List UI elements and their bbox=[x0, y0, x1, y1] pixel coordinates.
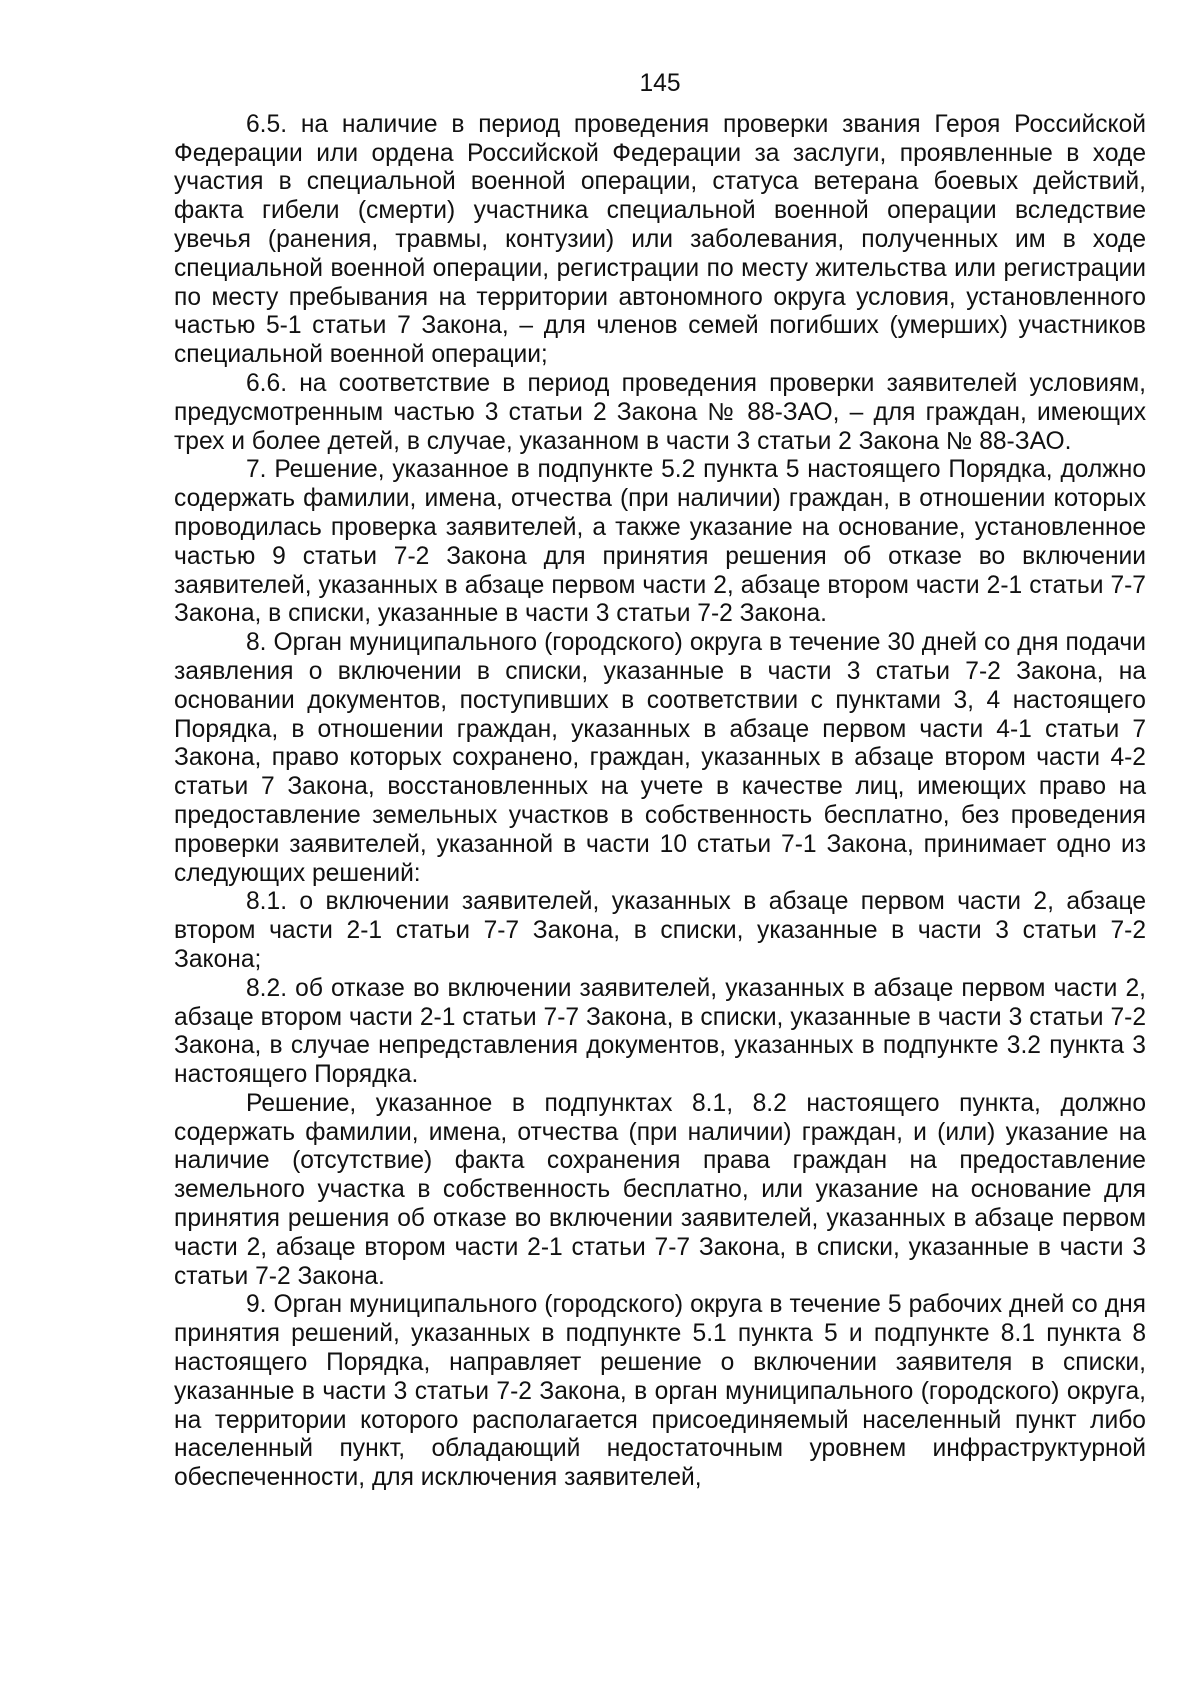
paragraph-6-5: 6.5. на наличие в период проведения проверки звания Героя Российской Федерации или ордена Российской Федерации за заслуги, проявленные в ходе участия в специальной военной операции, статуса ветерана боевых действий, факта гибели (смерти) участника специальной военной операции вследствие увечья (ранения, травмы, контузии) или заболевания, полученных им в ходе специальной военной операции, регистрации по месту жительства или регистрации по месту пребывания на территории автономного округа условия, установленного частью 5-1 статьи 7 Закона, – для членов семей погибших (умерших) участников специальной военной операции; bbox=[174, 110, 1146, 369]
document-page bbox=[174, 70, 1146, 1493]
page-number: 145 bbox=[639, 70, 681, 97]
paragraph-8-2: 8.2. об отказе во включении заявителей, указанных в абзаце первом части 2, абзаце втором части 2-1 статьи 7-7 Закона, в списки, указанные в части 3 статьи 7-2 Закона, в случае непредставления документов, указанных в подпункте 3.2 пункта 3 настоящего Порядка. bbox=[174, 974, 1146, 1089]
paragraph-6-6: 6.6. на соответствие в период проведения проверки заявителей условиям, предусмотренным частью 3 статьи 2 Закона № 88-ЗАО, – для граждан, имеющих трех и более детей, в случае, указанном в части 3 статьи 2 Закона № 88-ЗАО. bbox=[174, 369, 1146, 455]
paragraph-decision-note: Решение, указанное в подпунктах 8.1, 8.2 настоящего пункта, должно содержать фамилии, имена, отчества (при наличии) граждан, и (или) указание на наличие (отсутствие) факта сохранения права граждан на предоставление земельного участка в собственность бесплатно, или указание на основание для принятия решения об отказе во включении заявителей, указанных в абзаце первом части 2, абзаце втором части 2-1 статьи 7-7 Закона, в списки, указанные в части 3 статьи 7-2 Закона. bbox=[174, 1089, 1146, 1290]
paragraph-8: 8. Орган муниципального (городского) округа в течение 30 дней со дня подачи заявления о включении в списки, указанные в части 3 статьи 7-2 Закона, на основании документов, поступивших в соответствии с пунктами 3, 4 настоящего Порядка, в отношении граждан, указанных в абзаце первом части 4-1 статьи 7 Закона, право которых сохранено, граждан, указанных в абзаце втором части 4-2 статьи 7 Закона, восстановленных на учете в качестве лиц, имеющих право на предоставление земельных участков в собственность бесплатно, без проведения проверки заявителей, указанной в части 10 статьи 7-1 Закона, принимает одно из следующих решений: bbox=[174, 629, 1146, 887]
paragraph-7: 7. Решение, указанное в подпункте 5.2 пункта 5 настоящего Порядка, должно содержать фамилии, имена, отчества (при наличии) граждан, в отношении которых проводилась проверка заявителей, а также указание на основание, установленное частью 9 статьи 7-2 Закона для принятия решения об отказе во включении заявителей, указанных в абзаце первом части 2, абзаце втором части 2-1 статьи 7-7 Закона, в списки, указанные в части 3 статьи 7-2 Закона. bbox=[174, 456, 1146, 628]
paragraph-8-1: 8.1. о включении заявителей, указанных в абзаце первом части 2, абзаце втором части 2-1 статьи 7-7 Закона, в списки, указанные в части 3 статьи 7-2 Закона; bbox=[174, 888, 1146, 973]
paragraph-9: 9. Орган муниципального (городского) округа в течение 5 рабочих дней со дня принятия решений, указанных в подпункте 5.1 пункта 5 и подпункте 8.1 пункта 8 настоящего Порядка, направляет решение о включении заявителя в списки, указанные в части 3 статьи 7-2 Закона, в орган муниципального (городского) округа, на территории которого располагается присоединяемый населенный пункт либо населенный пункт, обладающий недостаточным уровнем инфраструктурной обеспеченности, для исключения заявителей, bbox=[174, 1291, 1146, 1492]
